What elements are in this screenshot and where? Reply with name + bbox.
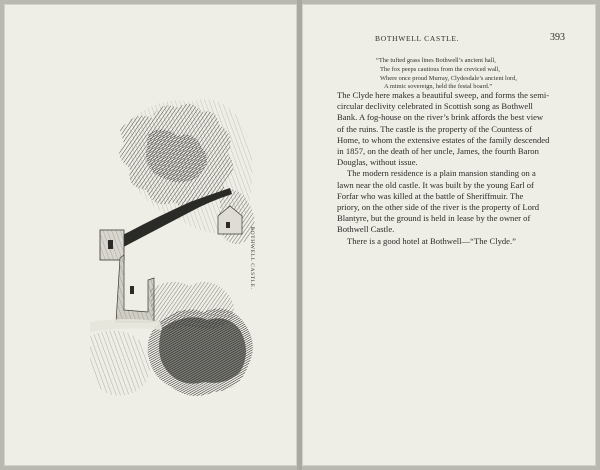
paragraph-3 (337, 236, 591, 247)
text-line: Blantyre, but the ground is held in lease by the owner of (337, 213, 531, 224)
text-line: The modern residence is a plain mansion standing on a (347, 168, 536, 179)
bothwell-castle-engraving (90, 90, 262, 402)
text-line: Forfar who was killed at the battle of Sheriffmuir. The (337, 190, 524, 201)
text-line: Douglas, without issue. (337, 157, 418, 168)
engraving-caption: BOTHWELL CASTLE. (249, 226, 255, 290)
page-number: 393 (550, 32, 565, 43)
body-text (337, 90, 591, 247)
text-line: There is a good hotel at Bothwell—“The Clyde.” (347, 235, 516, 246)
paragraph-2 (337, 168, 591, 235)
poem-line: Where once proud Murray, Clydesdale’s ancient lord, (380, 74, 517, 82)
text-line: Bothwell Castle. (337, 224, 395, 235)
text-line: circular declivity celebrated in Scottish song as Bothwell (337, 101, 533, 112)
text-line: Home, to whom the extensive estates of the family descended (337, 134, 550, 145)
poem-line: The fox peeps cautious from the creviced wall, (380, 65, 500, 73)
poem-line: A mimic sovereign, held the festal board.” (384, 83, 493, 91)
text-line: Bank. A fog-house on the river’s brink affords the best view (337, 112, 544, 123)
text-line: The Clyde here makes a beautiful sweep, and forms the semi- (337, 90, 550, 100)
text-line: in 1857, on the death of her uncle, James, the fourth Baron (337, 146, 539, 157)
running-head: BOTHWELL CASTLE. (375, 34, 460, 43)
text-line: of the ruins. The castle is the property of the Countess of (337, 123, 533, 134)
text-line: lawn near the old castle. It was built by the young Earl of (337, 179, 534, 190)
left-page (4, 4, 297, 466)
right-page (302, 4, 596, 466)
poem-quotation (372, 57, 562, 92)
text-line: priory, on the other side of the river is the property of Lord (337, 202, 540, 213)
paragraph-1 (337, 90, 591, 168)
poem-line: “The tufted grass lines Bothwell’s ancient hall, (376, 57, 496, 64)
